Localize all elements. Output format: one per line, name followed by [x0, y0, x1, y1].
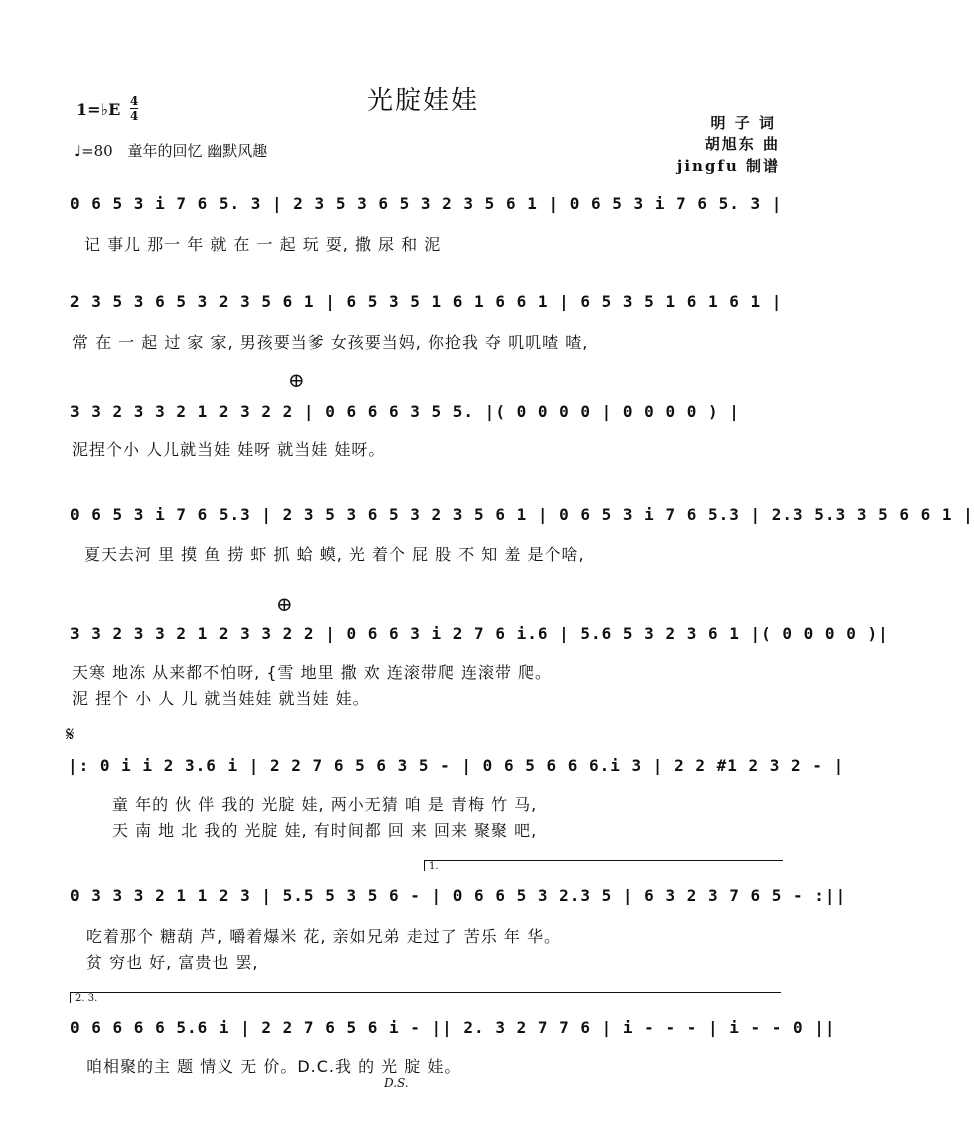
- lyric-line: 童 年的 伙 伴 我的 光腚 娃, 两小无猜 咱 是 青梅 竹 马,: [112, 795, 538, 814]
- lyric-line: 泥 捏个 小 人 儿 就当娃娃 就当娃 娃。: [72, 689, 370, 708]
- tempo-marking: [74, 140, 267, 161]
- time-signature-top: 4: [130, 94, 139, 108]
- notation-row: 3 3 2 3 3 2 1 2 3 3 2 2 | 0 6 6 3 i 2 7 6 i.6 | 5.6 5 3 2 3 6 1 |( 0 0 0 0 )|: [70, 624, 889, 643]
- lyric-line: 泥捏个小 人儿就当娃 娃呀 就当娃 娃呀。: [72, 440, 386, 459]
- lyricist-credit: 明 子 词: [710, 114, 776, 132]
- lyric-line: 夏天去河 里 摸 鱼 捞 虾 抓 蛤 蟆, 光 着个 屁 股 不 知 羞 是个啥,: [84, 545, 585, 564]
- lyric-line: 天寒 地冻 从来都不怕呀, {雪 地里 撒 欢 连滚带爬 连滚带 爬。: [72, 663, 553, 682]
- lyric-line: 天 南 地 北 我的 光腚 娃, 有时间都 回 来 回来 聚聚 吧,: [112, 821, 538, 840]
- dal-segno-marking: D.S.: [384, 1076, 409, 1090]
- tempo-value: ♩=80: [74, 142, 113, 160]
- lyric-line: 咱相聚的主 题 情义 无 价。D.C.我 的 光 腚 娃。: [86, 1057, 462, 1076]
- notation-row: 0 3 3 3 2 1 1 2 3 | 5.5 5 3 5 6 - | 0 6 6 5 3 2.3 5 | 6 3 2 3 7 6 5 - :||: [70, 886, 847, 905]
- notation-row: 0 6 6 6 6 5.6 i | 2 2 7 6 5 6 i - || 2. 3 2 7 7 6 | i - - - | i - - 0 ||: [70, 1018, 836, 1037]
- lyric-line: 吃着那个 糖葫 芦, 嚼着爆米 花, 亲如兄弟 走过了 苦乐 年 华。: [86, 927, 561, 946]
- key-signature: 1=♭E: [76, 100, 121, 119]
- notation-row: 2 3 5 3 6 5 3 2 3 5 6 1 | 6 5 3 5 1 6 1 6 6 1 | 6 5 3 5 1 6 1 6 1 |: [70, 292, 783, 311]
- time-signature: [130, 94, 138, 123]
- coda-sign: ⊕: [276, 592, 293, 616]
- notation-row: 0 6 5 3 i 7 6 5.3 | 2 3 5 3 6 5 3 2 3 5 6 1 | 0 6 5 3 i 7 6 5.3 | 2.3 5.3 3 5 6 6 1 |: [70, 505, 974, 524]
- notation-row: 0 6 5 3 i 7 6 5. 3 | 2 3 5 3 6 5 3 2 3 5 6 1 | 0 6 5 3 i 7 6 5. 3 |: [70, 194, 783, 213]
- second-third-ending-bracket: 2. 3.: [70, 992, 781, 1003]
- song-title: 光腚娃娃: [366, 86, 479, 116]
- lyric-line: 常 在 一 起 过 家 家, 男孩要当爹 女孩要当妈, 你抢我 夺 叽叽喳 喳,: [72, 333, 589, 352]
- notation-row: 3 3 2 3 3 2 1 2 3 2 2 | 0 6 6 6 3 5 5. |( 0 0 0 0 | 0 0 0 0 ) |: [70, 402, 740, 421]
- notation-row: |: 0 i i 2 3.6 i | 2 2 7 6 5 6 3 5 - | 0 6 5 6 6 6.i 3 | 2 2 #1 2 3 2 - |: [68, 756, 845, 775]
- time-signature-bottom: 4: [130, 109, 139, 123]
- coda-sign: ⊕: [288, 368, 305, 392]
- engraver-credit: jingfu 制谱: [676, 157, 780, 175]
- segno-sign: 𝄋: [66, 722, 75, 746]
- lyric-line: 贫 穷也 好, 富贵也 罢,: [86, 953, 259, 972]
- composer-credit: 胡旭东 曲: [704, 135, 780, 153]
- lyric-line: 记 事儿 那一 年 就 在 一 起 玩 耍, 撒 尿 和 泥: [84, 235, 442, 254]
- first-ending-bracket: 1.: [424, 860, 783, 871]
- style-description: 童年的回忆 幽默风趣: [127, 142, 268, 160]
